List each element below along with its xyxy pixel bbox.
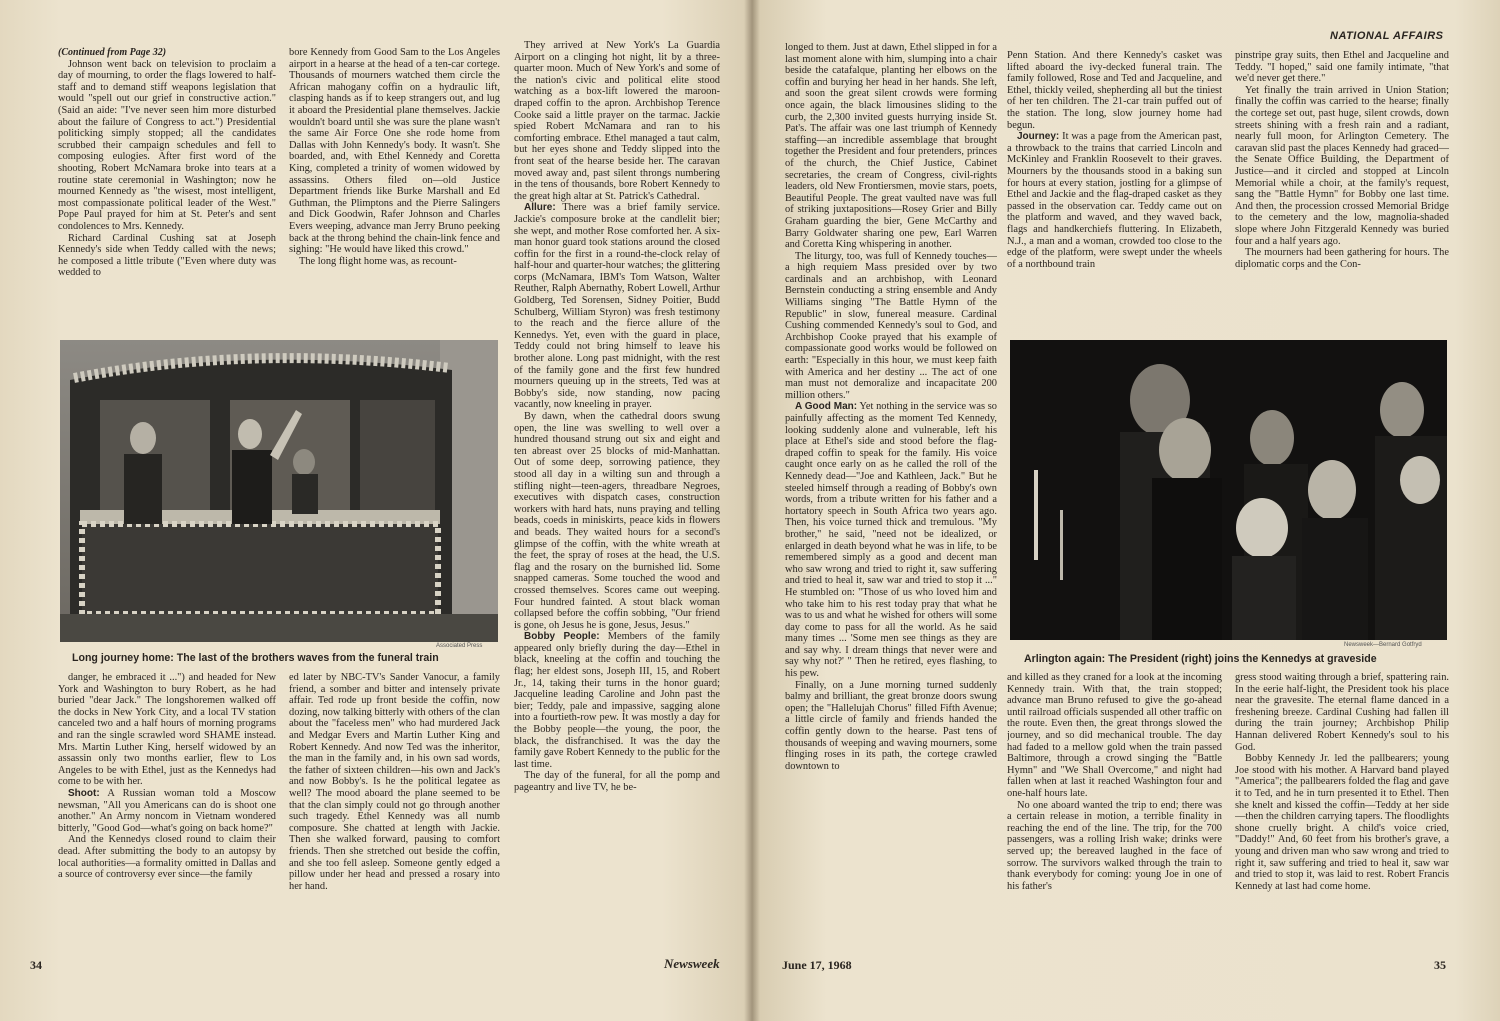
paragraph: [514, 40, 720, 202]
paragraph: [1235, 247, 1449, 270]
subhead: Allure:: [524, 202, 556, 214]
paragraph: [1235, 672, 1449, 753]
paragraph-text: Finally, on a June morning turned suddenly balmy and brilliant, the great bronze doors swung open; the "Hallelujah Chorus" filled Fifth Avenue; a little circle of family and friends handed the coffin gently down to the hearse. Past tens of thousands of weeping and waving mourners, some flinging roses in its path, the cortege crawled downtown to: [785, 679, 997, 772]
paragraph: Richard Cardinal Cushing sat at Joseph Kennedy's side when Teddy called with the news; he composed a little tribute ("Even where duty was wedded to: [58, 232, 276, 279]
paragraph-text: And the Kennedys closed round to claim their dead. After submitting the body to an autopsy by local authorities—a formality omitted in Dallas and a source of controversy ever since—the family: [58, 834, 276, 881]
paragraph-text: The liturgy, too, was full of Kennedy touches—a high requiem Mass presided over by two cardinals and an archbishop, with Leonard Bernstein conducting a string ensemble and Andy Williams singing "The Battle Hymn of the Republic" in slow, funereal measure. Cardinal Cushing commended Kennedy's soul to God, and Archbishop Cooke prayed that his example of compassionate good works would be followed on earth: "Especially in this hour, we must keep faith with America and her destiny ... The act of one man must not demoralize and incapacitate 200 million others.": [785, 250, 997, 401]
subhead: Bobby People:: [524, 631, 600, 643]
paragraph-text: No one aboard wanted the trip to end; there was a certain release in motion, a terrible finality in reaching the end of the line. The trip, for the 700 passengers, was a rolling Irish wake; drinks were served up; the bereaved laughed in the face of sorrow. The survivors walked through the train to thank everybody for coming: young Joe in one of his father's: [1007, 799, 1222, 892]
paragraph-text: It was a page from the American past, a throwback to the trains that carried Lincoln and McKinley and Franklin Roosevelt to their graves. Mourners by the thousands stood in a baking sun for hours at every station, jostling for a glimpse of Ethel and Jackie and the flag-draped casket as they passed in the observation car. Teddy came out on the platform and waved, and they waved back, flags and handkerchiefs fluttering. In Elizabeth, N.J., a man and a woman, crowded too close to the edge of the platform, were swept under the wheels of a northbound train: [1007, 131, 1222, 270]
left-col2-top: [289, 47, 500, 329]
paragraph-text: longed to them. Just at dawn, Ethel slipped in for a last moment alone with him, slumping into a chair beside the catafalque, planting her elbows on the coffin and burying her head in her hands. She left, and soon the great silent crowds were forming once again, the black limousines sliding to the curb, the 2,300 invited guests hurrying inside St. Pat's. The affair was one last triumph of Kennedy staffing—an incredible assemblage that brought together the President and four pretenders, princes of the church, the Chief Justice, Cabinet secretaries, the cream of Congress, civil-rights leaders, old New Frontiersmen, movie stars, poets, Beautiful People. The great vaulted nave was full of striking juxtapositions—Rosey Grier and Billy Graham guarding the bier, Gene McCarthy and Barry Goldwater sharing one pew, Earl Warren and Coretta King whispering in another.: [785, 42, 997, 251]
paragraph: bore Kennedy from Good Sam to the Los Angeles airport in a hearse at the head of a ten-car cortege. Thousands of mourners watched them circle the African mahogany coffin on a hydraulic lift, clasping hands as if to keep strangers out, and lug it aboard the Presidential plane themselves. Jackie wouldn't board until she was sure the plane wasn't the same Air Force One she rode home from Dallas with John Kennedy's body. It wasn't. She boarded, and, with Ethel Kennedy and Coretta King, completed a trinity of women widowed by assassins. Others filed on—old Justice Department friends like Burke Marshall and Ed Guthman, the Plimptons and the Pierre Salingers and Dick Goodwin, Rafer Johnson and Charles Evers weeping, advance man Jerry Bruno peeking back at the throng behind the chain-link fence and sighing: "He would have liked this crowd.": [289, 47, 500, 256]
paragraph-text: danger, he embraced it ...") and headed for New York and Washington to bury Robert, as he had buried "dear Jack." The longshoremen walked off the docks in New York City, and a local TV station canceled two and a half hours of morning programs and ran the single scrawled word SHAME instead. Mrs. Martin Luther King, herself widowed by an assassin only two months earlier, flew to Los Angeles to be with Ethel, just as the Kennedys had come to be with her.: [58, 672, 276, 788]
paragraph: [785, 401, 997, 679]
paragraph: [1007, 672, 1222, 800]
right-col2-bottom: [1007, 672, 1222, 958]
section-header: NATIONAL AFFAIRS: [1330, 30, 1444, 42]
left-col3: [514, 40, 720, 960]
right-col3-bottom: [1235, 672, 1449, 958]
right-col2-top: [1007, 50, 1222, 332]
paragraph: [1235, 50, 1449, 85]
paragraph-text: pinstripe gray suits, then Ethel and Jacqueline and Teddy. "I hoped," said one family intimate, "that we'd never get there.": [1235, 50, 1449, 85]
paragraph: [785, 680, 997, 773]
paragraph-text: By dawn, when the cathedral doors swung open, the line was swelling to well over a hundred thousand strung out six and eight and ten abreast over 25 blocks of mid-Manhattan. Out of some deep, sorrowing patience, they stood all day in a wilting sun and through a stifling night—teen-agers, threadbare Negroes, executives with dispatch cases, construction workers with hard hats, nuns praying and telling beads, coeds in miniskirts, peace kids in flowers and beads. They waited hours for a second's glimpse of the coffin, with the white wreath at the feet, the spray of roses at the head, the U.S. flag and the rosary on the burnished lid. Some snapped cameras. Some touched the wood and crossed themselves. Scores came out weeping. Four hundred fainted. A stout black woman collapsed before the coffin sobbing, "Our friend is gone, oh Jesus he is gone, Jesus, Jesus.": [514, 411, 720, 631]
left-col1-bottom: [58, 672, 276, 950]
subhead: Journey:: [1017, 131, 1060, 143]
paragraph: [785, 251, 997, 402]
photo-credit-ap: Associated Press: [436, 643, 483, 649]
paragraph-text: The day of the funeral, for all the pomp and pageantry and live TV, he be-: [514, 770, 720, 793]
right-col1: [785, 42, 997, 962]
continued-note: (Continued from Page 32): [58, 47, 167, 58]
paragraph: [1235, 85, 1449, 247]
paragraph-text: Yet finally the train arrived in Union Station; finally the coffin was carried to the hearse; finally the cortege set out, past huge, silent crowds, down streets shining with a fresh rain and a radiant, nearly full moon, for Arlington Cemetery. The caravan slid past the places Kennedy had graced—the Senate Office Building, the Department of Justice—and it circled and stopped at Lincoln Memorial while a choir, at the family's request, sang the "Battle Hymn" for Bobby one last time. And then, the procession crossed Memorial Bridge to the cemetery and the low, magnolia-shaded slope where John Fitzgerald Kennedy was buried four and a half years ago.: [1235, 84, 1449, 247]
paragraph: ed later by NBC-TV's Sander Vanocur, a family friend, a somber and bitter and intensely private affair. Ted rode up front beside the coffin, now dozing, now talking bitterly with others of the clan about the "faceless men" who had murdered Jack and Medgar Evers and Martin Luther King and Robert Kennedy. And now Ted was the inheritor, the man in the family and, in his own sad words, the father of sixteen children—his own and Jack's and now Bobby's. Is he the political legatee as well? The mood aboard the plane seemed to be that the clan simply could not go through another such tragedy. Ethel Kennedy was all numb composure. She chatted at length with Jackie. Then she walked forward, pausing to comfort friends. Then she stretched out beside the coffin, and she too fell asleep. Someone gently edged a pillow under her head and pressed a rosary into her hand.: [289, 672, 500, 892]
subhead: A Good Man:: [795, 401, 858, 413]
subhead: Shoot:: [68, 787, 100, 799]
page-number-left: 34: [30, 958, 42, 972]
paragraph: [514, 411, 720, 631]
paragraph-text: A Russian woman told a Moscow newsman, "All you Americans can do is shoot one another." An Army noncom in Vietnam wondered bitterly, "Good God—what's going on back home?": [58, 787, 276, 834]
graveside-photo: [1010, 340, 1447, 640]
train-image: [60, 340, 498, 642]
funeral-train-photo: [60, 340, 498, 642]
paragraph-text: There was a brief family service. Jackie's composure broke at the candlelit bier; she wept, and mother Rose comforted her. A six-man honor guard took stations around the closed coffin for the first in a round-the-clock relay of half-hour and quarter-hour watches; the glittering corps (McNamara, IBM's Tom Watson, Walter Reuther, Ralph Abernathy, Robert Lowell, Arthur Goldberg, Ted Sorensen, Sidney Poitier, Budd Schulberg, William Styron) was fresh testimony to the reach and the fierce allure of the Kennedys. Yet, even with the guard in place, Teddy could not bring himself to leave his brother alone. Long past midnight, with the rest of the family gone and the first few hundred mourners queuing up in the streets, Ted was at Bobby's side, now standing, now pacing vacantly, now kneeling in prayer.: [514, 202, 720, 411]
paragraph: [1235, 753, 1449, 892]
left-col2-bottom: [289, 672, 500, 950]
paragraph-text: Bobby Kennedy Jr. led the pallbearers; young Joe stood with his mother. A Harvard band played "America"; the pallbearers folded the flag and gave it to Ted, and he in turn presented it to Ethel. Then she knelt and kissed the coffin—Teddy at her side—then the children carrying tapers. The floodlights shone cruelly bright. A child's voice cried, "Daddy!" And, 60 feet from his brother's grave, a young and driven man who saw wrong and tried to right it, saw suffering and tried to heal it, saw war and tried to stop it, was laid to rest. Robert Francis Kennedy at last had come home.: [1235, 753, 1449, 892]
paragraph-text: The mourners had been gathering for hours. The diplomatic corps and the Con-: [1235, 247, 1449, 270]
paragraph: [514, 202, 720, 411]
photo-caption-right: Arlington again: The President (right) joins the Kennedys at graveside: [1024, 653, 1377, 665]
paragraph-text: They arrived at New York's La Guardia Airport on a clinging hot night, lit by a three-quarter moon. Much of New York's and some of the nation's civic and political elite stood watching as a box-lift lowered the maroon-draped coffin to the apron. Archbishop Terence Cooke said a little prayer on the tarmac. Jackie spied Robert McNamara and ran to his comforting embrace. Ethel managed a taut calm, but her eyes shone and Teddy slipped into the front seat of the hearse beside her. The caravan moved away and, past silent throngs numbering in the tens of thousands, bore Robert Kennedy to the great high altar at St. Patrick's Cathedral.: [514, 40, 720, 202]
paragraph: [1007, 800, 1222, 893]
paragraph: [514, 770, 720, 793]
photo-credit-newsweek: Newsweek—Bernard Gotfryd: [1344, 642, 1422, 648]
paragraph-text: and killed as they craned for a look at the incoming Kennedy train. With that, the train stopped; advance man Bruno refused to give the go-ahead until railroad officials suspended all other traffic on the route. Even then, the great throngs slowed the journey, and so did mechanical trouble. The day had faded to a mellow gold when the train passed Baltimore, through a crowd singing the "Battle Hymn" and "We Shall Overcome," and night had fallen when at last it reached Washington four and one-half hours late.: [1007, 672, 1222, 799]
left-col1-top: [58, 47, 276, 329]
paragraph: The long flight home was, as recount-: [299, 255, 457, 267]
right-page: [752, 0, 1500, 1021]
spine-gutter: [744, 0, 760, 1021]
right-col3-top: [1235, 50, 1449, 332]
photo-caption-left: Long journey home: The last of the brothers waves from the funeral train: [72, 652, 439, 664]
paragraph: [58, 672, 276, 788]
graveside-image: [1010, 340, 1447, 640]
paragraph-text: Members of the family appeared only briefly during the day—Ethel in black, kneeling at the coffin and touching the flag; her eldest sons, Joseph III, 15, and Robert Jr., 14, taking their turns in the honor guard; Jacqueline leading Caroline and John past the bier; Teddy, pale and impassive, sagging alone into a fourtieth-row pew. It was mostly a day for the Bobby people—the young, the poor, the black, the disfranchised. It was the day the family gave Robert Kennedy to the public for the last time.: [514, 631, 720, 770]
paragraph: [1007, 131, 1222, 270]
paragraph: [58, 834, 276, 880]
paragraph: [514, 631, 720, 770]
paragraph: [58, 788, 276, 834]
paragraph: [785, 42, 997, 251]
paragraph-text: Yet nothing in the service was so painfully affecting as the moment Ted Kennedy, looking suddenly alone and vulnerable, left his place at Ethel's side and stood before the flag-draped coffin to speak for the family. His voice caught once early on as he called the roll of the Kennedy dead—"Joe and Kathleen, Jack." But he steeled himself through a reading of Bobby's own words, from a tribute written for his father and a hortatory speech in South Africa two years ago. Then, his voice turned thick and tremulous. "My brother," he said, "need not be idealized, or enlarged in death beyond what he was in life, to be remembered simply as a good and decent man who saw wrong and tried to right it, saw suffering and tried to heal it, saw war and tried to stop it ..." He stumbled on: "Those of us who loved him and who take him to his rest today pray that what he was to us and what he wished for others will some day come to pass for all the world. As he said many times ... 'Some men see things as they are and say why. I dream things that never were and say why not?' " Then he retired, eyes flashing, to his pew.: [785, 401, 997, 680]
paragraph: Johnson went back on television to proclaim a day of mourning, to order the flags lowered to half-staff and to demand stiff weapons legislation that would "spell out our grief in constructive action." (Said an aide: "I've never seen him more disturbed about the failure of Congress to act.") Presidential politicking simply stopped; all the candidates scrubbed their campaign schedules and fell to composing eulogies. After first word of the shooting, Robert McNamara broke into tears at a routine state ceremonial in Washington; now he mourned Kennedy as "the wisest, most intelligent, most compassionate political leader of the West." Pope Paul prayed for him at St. Peter's and sent condolences to Mrs. Kennedy.: [58, 58, 276, 232]
paragraph: [1007, 50, 1222, 131]
magazine-name: Newsweek: [664, 956, 720, 971]
paragraph-text: Penn Station. And there Kennedy's casket was lifted aboard the ivy-decked funeral train. The family followed, Rose and Ted and Jacqueline, and Ethel, thickly veiled, shepherding all but the tiniest of her ten children. The 21-car train puffed out of the station. The long, slow journey home had begun.: [1007, 50, 1222, 131]
paragraph-text: gress stood waiting through a brief, spattering rain. In the eerie half-light, the President took his place near the gravesite. The eternal flame danced in a freshening breeze. Cardinal Cushing had fallen ill during the train journey; Archbishop Philip Hannan delivered Robert Kennedy's soul to his God.: [1235, 672, 1449, 753]
page-number-right: 35: [1434, 958, 1446, 972]
issue-date: June 17, 1968: [782, 958, 852, 972]
